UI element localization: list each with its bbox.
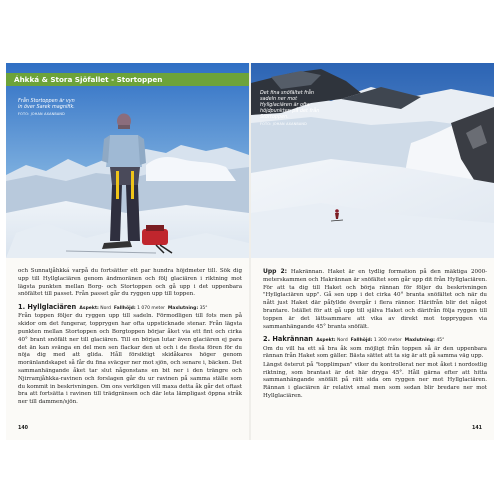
chapter-header: Áhkká & Stora Sjöfallet - Stortoppen	[6, 73, 249, 86]
caption-text: Från Stortoppen är vyn in över Sarek magnifik.	[18, 98, 75, 111]
right-body-text	[263, 268, 487, 401]
right-photo-caption	[260, 90, 322, 128]
page-number: 140	[18, 426, 29, 431]
incline-label: Maxlutning:	[167, 306, 199, 312]
section-title: 1. Hyllglaciären	[18, 303, 77, 312]
caption-credit: FOTO: JOHAN AXANBAND	[18, 112, 65, 117]
section-title: 2. Hakrännan	[263, 335, 313, 344]
route-label: Upp 2:	[263, 268, 288, 275]
section-heading	[263, 336, 487, 345]
section-heading	[18, 304, 242, 313]
section-body: Längst österut på "topplimpan" viker du kontrollerat ner mot åket i nordostlig riktning, som brantast är det här dryga 45°. Håll gärna efter att hitta sammanhängande snöfält på rätt sida om ryggen ner mot Hyllglaciären. Rännan i glaciären är relativt smal men som sedan blir bredare ner mot Hyllglaciären.	[263, 361, 487, 399]
left-body-text	[18, 268, 242, 408]
incline-label: Maxlutning:	[404, 338, 435, 344]
fall-label: Fallhöjd:	[113, 306, 136, 312]
page-number: 141	[471, 426, 482, 431]
incline-value: 35°	[199, 306, 208, 312]
intro-paragraph	[263, 268, 487, 331]
aspect-label: Aspekt:	[316, 338, 336, 344]
left-photo	[6, 63, 249, 258]
aspect-label: Aspekt:	[79, 306, 99, 312]
fall-value: 1 300 meter	[373, 338, 402, 344]
skier-on-summit-image	[6, 63, 249, 258]
intro-text: Hakrännan. Haket är en tydlig formation på den mäktiga 2000-meterskammen och Hakrännan är snöfältet som går upp dit från Hyllglaciären. För att ta dig till Haket och börja rännan för följer du beskrivningen "Hyllglaciären upp". Gå sen upp i det cirka 40° branta snöfältet och när du nått just Haket där påfyllde övergår i flera rännor. Härifrån blir det något brantare. Istället för att gå upp till själva Haket och därifrån följa ryggen till toppen är det lättsammare att vika av direkt mot toppryggen via sammanhängande 45° branta snöfält.	[263, 269, 488, 330]
section-body: Från toppen följer du ryggen upp till sadeln. Förmodligen till fots men på skidor om det fungerar, topprygen har ofta uppsticknade stenar. Från lägsta punkten mellan Stortoppen och Borgtoppen börjar åket via ett fint och cirka 40° brant snöfält ner till glaciären. Till en början lutar även glaciären ej para det än kan svänga en del men sen flackar den ut och i de flesta fören för du nöja dig med att glida. Håll försiktigt skidåkares höger genom moränlandskapet så får du fina sväcger ner mot sjön, och senare i, bäcken. Det sammanhängande åket tar slut någonstans en bit ner i den trängre och Njirramjåhkka-ravinen och forslagen går du ur ravinen på samma ställe som du kommit in beskrivningen. Om ons verkligen vill maxa detta åk går det oftast bra att fortsätta i ravinen till trädgränsen och där leta lämpligast öppna stråk ner till dammen/sjön.	[18, 313, 242, 406]
paragraph: och Sunnatjåhkká varpå du fortsätter ett par hundra höjdmeter till. Sök dig upp till Hyllglaciären genom ändmoränen och följ glaciären i riktning mot lägsta punkten mellan Borg- och Stortoppen och gå upp i det uppenbara snöfältet till passet. Från passet går du ryggen upp till toppen.	[18, 268, 242, 298]
aspect-value: Nord	[337, 338, 348, 344]
section-body: Om du vill ha ett så bra åk som möjligt från toppen så är den uppenbara rännan från Haket som gäller. Bästa sättet att ta sig är att gå samma väg upp.	[263, 345, 487, 360]
aspect-value: Nord	[100, 306, 111, 312]
caption-credit: FOTO: JOHAN AXANBAND	[260, 122, 307, 127]
fall-value: 1 070 meter	[137, 306, 165, 312]
left-photo-caption	[18, 98, 80, 117]
section-meta	[315, 338, 445, 343]
incline-value: 45°	[436, 338, 445, 344]
right-page	[251, 63, 494, 440]
fall-label: Fallhöjd:	[350, 338, 373, 344]
left-page	[6, 63, 249, 440]
section-meta	[78, 306, 208, 311]
caption-text: Det fina snöfältet från sadeln ner mot Hyllglaciären är ofta höjdpunkten på det från Stortoppen.	[260, 90, 320, 121]
